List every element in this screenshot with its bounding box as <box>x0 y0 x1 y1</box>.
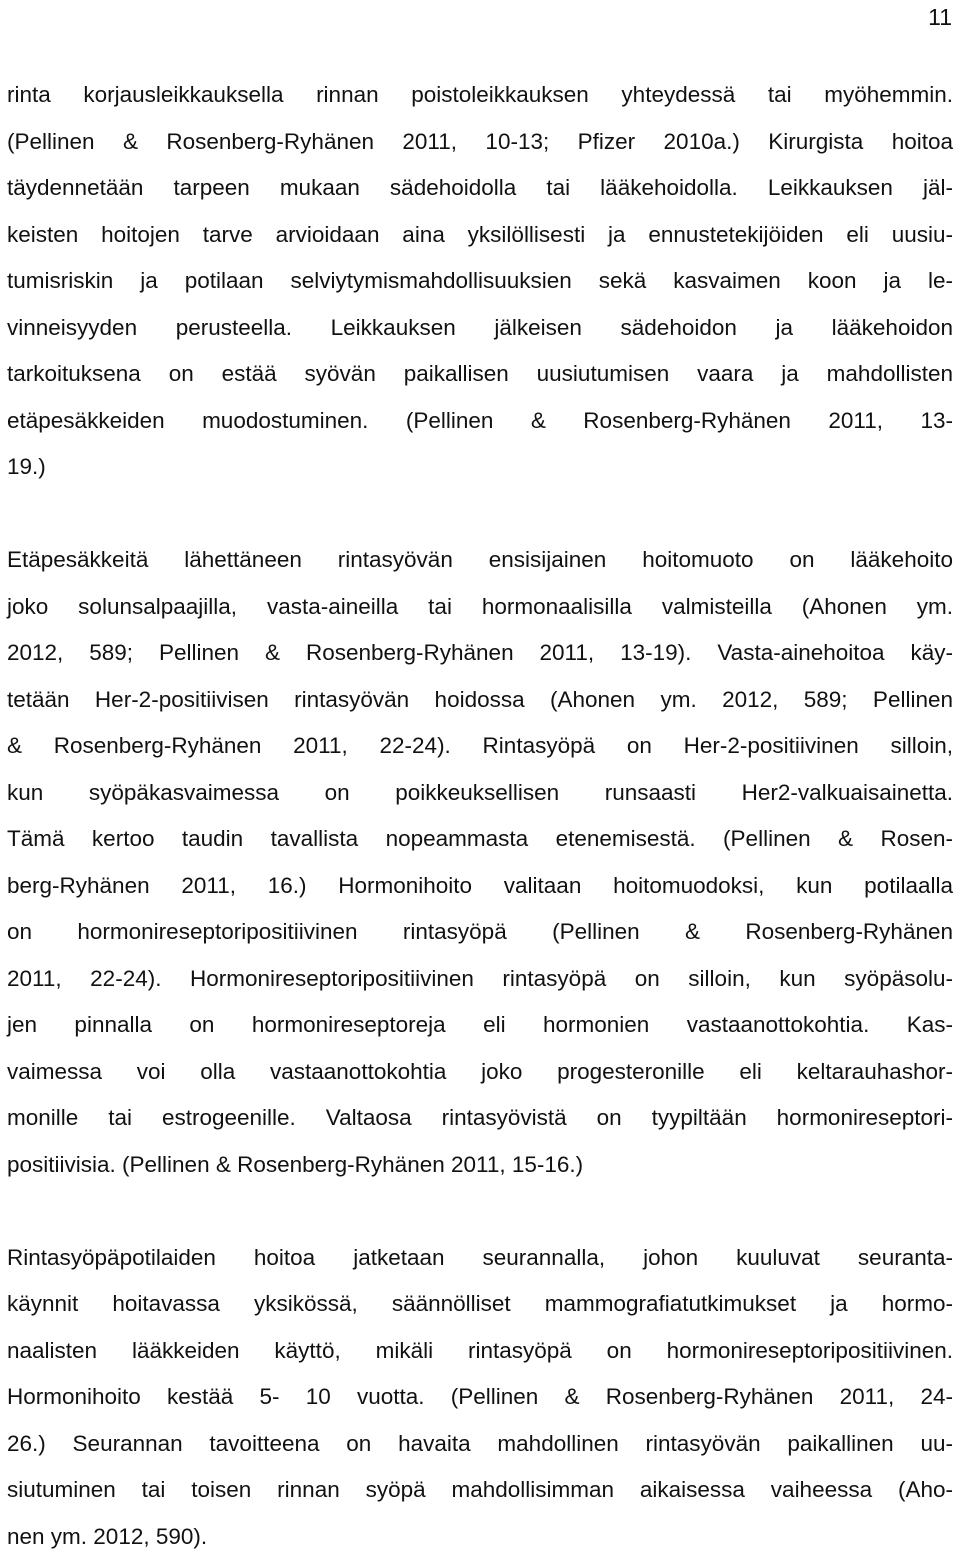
text-line: Rintasyöpäpotilaiden hoitoa jatketaan seurannalla, johon kuuluvat seuranta- <box>7 1235 953 1282</box>
text-line: tetään Her-2-positiivisen rintasyövän hoidossa (Ahonen ym. 2012, 589; Pellinen <box>7 677 953 724</box>
text-line: 2012, 589; Pellinen & Rosenberg-Ryhänen 2011, 13-19). Vasta-ainehoitoa käy- <box>7 630 953 677</box>
paragraph-spacer <box>7 1188 953 1235</box>
text-line: tumisriskin ja potilaan selviytymismahdollisuuksien sekä kasvaimen koon ja le- <box>7 258 953 305</box>
text-line: Tämä kertoo taudin tavallista nopeammasta etenemisestä. (Pellinen & Rosen- <box>7 816 953 863</box>
text-line: nen ym. 2012, 590). <box>7 1514 953 1560</box>
text-line: Hormonihoito kestää 5- 10 vuotta. (Pellinen & Rosenberg-Ryhänen 2011, 24- <box>7 1374 953 1421</box>
text-line: 2011, 22-24). Hormonireseptoripositiivinen rintasyöpä on silloin, kun syöpäsolu- <box>7 956 953 1003</box>
paragraph-1 <box>7 72 953 491</box>
text-line: on hormonireseptoripositiivinen rintasyöpä (Pellinen & Rosenberg-Ryhänen <box>7 909 953 956</box>
text-line: täydennetään tarpeen mukaan sädehoidolla tai lääkehoidolla. Leikkauksen jäl- <box>7 165 953 212</box>
text-line: & Rosenberg-Ryhänen 2011, 22-24). Rintasyöpä on Her-2-positiivinen silloin, <box>7 723 953 770</box>
text-line: Etäpesäkkeitä lähettäneen rintasyövän ensisijainen hoitomuoto on lääkehoito <box>7 537 953 584</box>
text-line: joko solunsalpaajilla, vasta-aineilla tai hormonaalisilla valmisteilla (Ahonen ym. <box>7 584 953 631</box>
text-line: 19.) <box>7 444 953 491</box>
text-line: kun syöpäkasvaimessa on poikkeuksellisen runsaasti Her2-valkuaisainetta. <box>7 770 953 817</box>
text-line: rinta korjausleikkauksella rinnan poistoleikkauksen yhteydessä tai myöhemmin. <box>7 72 953 119</box>
document-body <box>7 72 953 1560</box>
text-line: naalisten lääkkeiden käyttö, mikäli rintasyöpä on hormonireseptoripositiivinen. <box>7 1328 953 1375</box>
text-line: jen pinnalla on hormonireseptoreja eli hormonien vastaanottokohtia. Kas- <box>7 1002 953 1049</box>
text-line: vinneisyyden perusteella. Leikkauksen jälkeisen sädehoidon ja lääkehoidon <box>7 305 953 352</box>
text-line: monille tai estrogeenille. Valtaosa rintasyövistä on tyypiltään hormonireseptori- <box>7 1095 953 1142</box>
text-line: 26.) Seurannan tavoitteena on havaita mahdollinen rintasyövän paikallinen uu- <box>7 1421 953 1468</box>
text-line: tarkoituksena on estää syövän paikallisen uusiutumisen vaara ja mahdollisten <box>7 351 953 398</box>
paragraph-3 <box>7 1235 953 1560</box>
text-line: käynnit hoitavassa yksikössä, säännölliset mammografiatutkimukset ja hormo- <box>7 1281 953 1328</box>
text-line: etäpesäkkeiden muodostuminen. (Pellinen & Rosenberg-Ryhänen 2011, 13- <box>7 398 953 445</box>
text-line: (Pellinen & Rosenberg-Ryhänen 2011, 10-13; Pfizer 2010a.) Kirurgista hoitoa <box>7 119 953 166</box>
paragraph-2 <box>7 537 953 1188</box>
text-line: positiivisia. (Pellinen & Rosenberg-Ryhänen 2011, 15-16.) <box>7 1142 953 1189</box>
text-line: berg-Ryhänen 2011, 16.) Hormonihoito valitaan hoitomuodoksi, kun potilaalla <box>7 863 953 910</box>
text-line: vaimessa voi olla vastaanottokohtia joko progesteronille eli keltarauhashor- <box>7 1049 953 1096</box>
text-line: keisten hoitojen tarve arvioidaan aina yksilöllisesti ja ennustetekijöiden eli uusiu- <box>7 212 953 259</box>
paragraph-spacer <box>7 491 953 538</box>
page-number: 11 <box>928 2 952 32</box>
text-line: siutuminen tai toisen rinnan syöpä mahdollisimman aikaisessa vaiheessa (Aho- <box>7 1467 953 1514</box>
